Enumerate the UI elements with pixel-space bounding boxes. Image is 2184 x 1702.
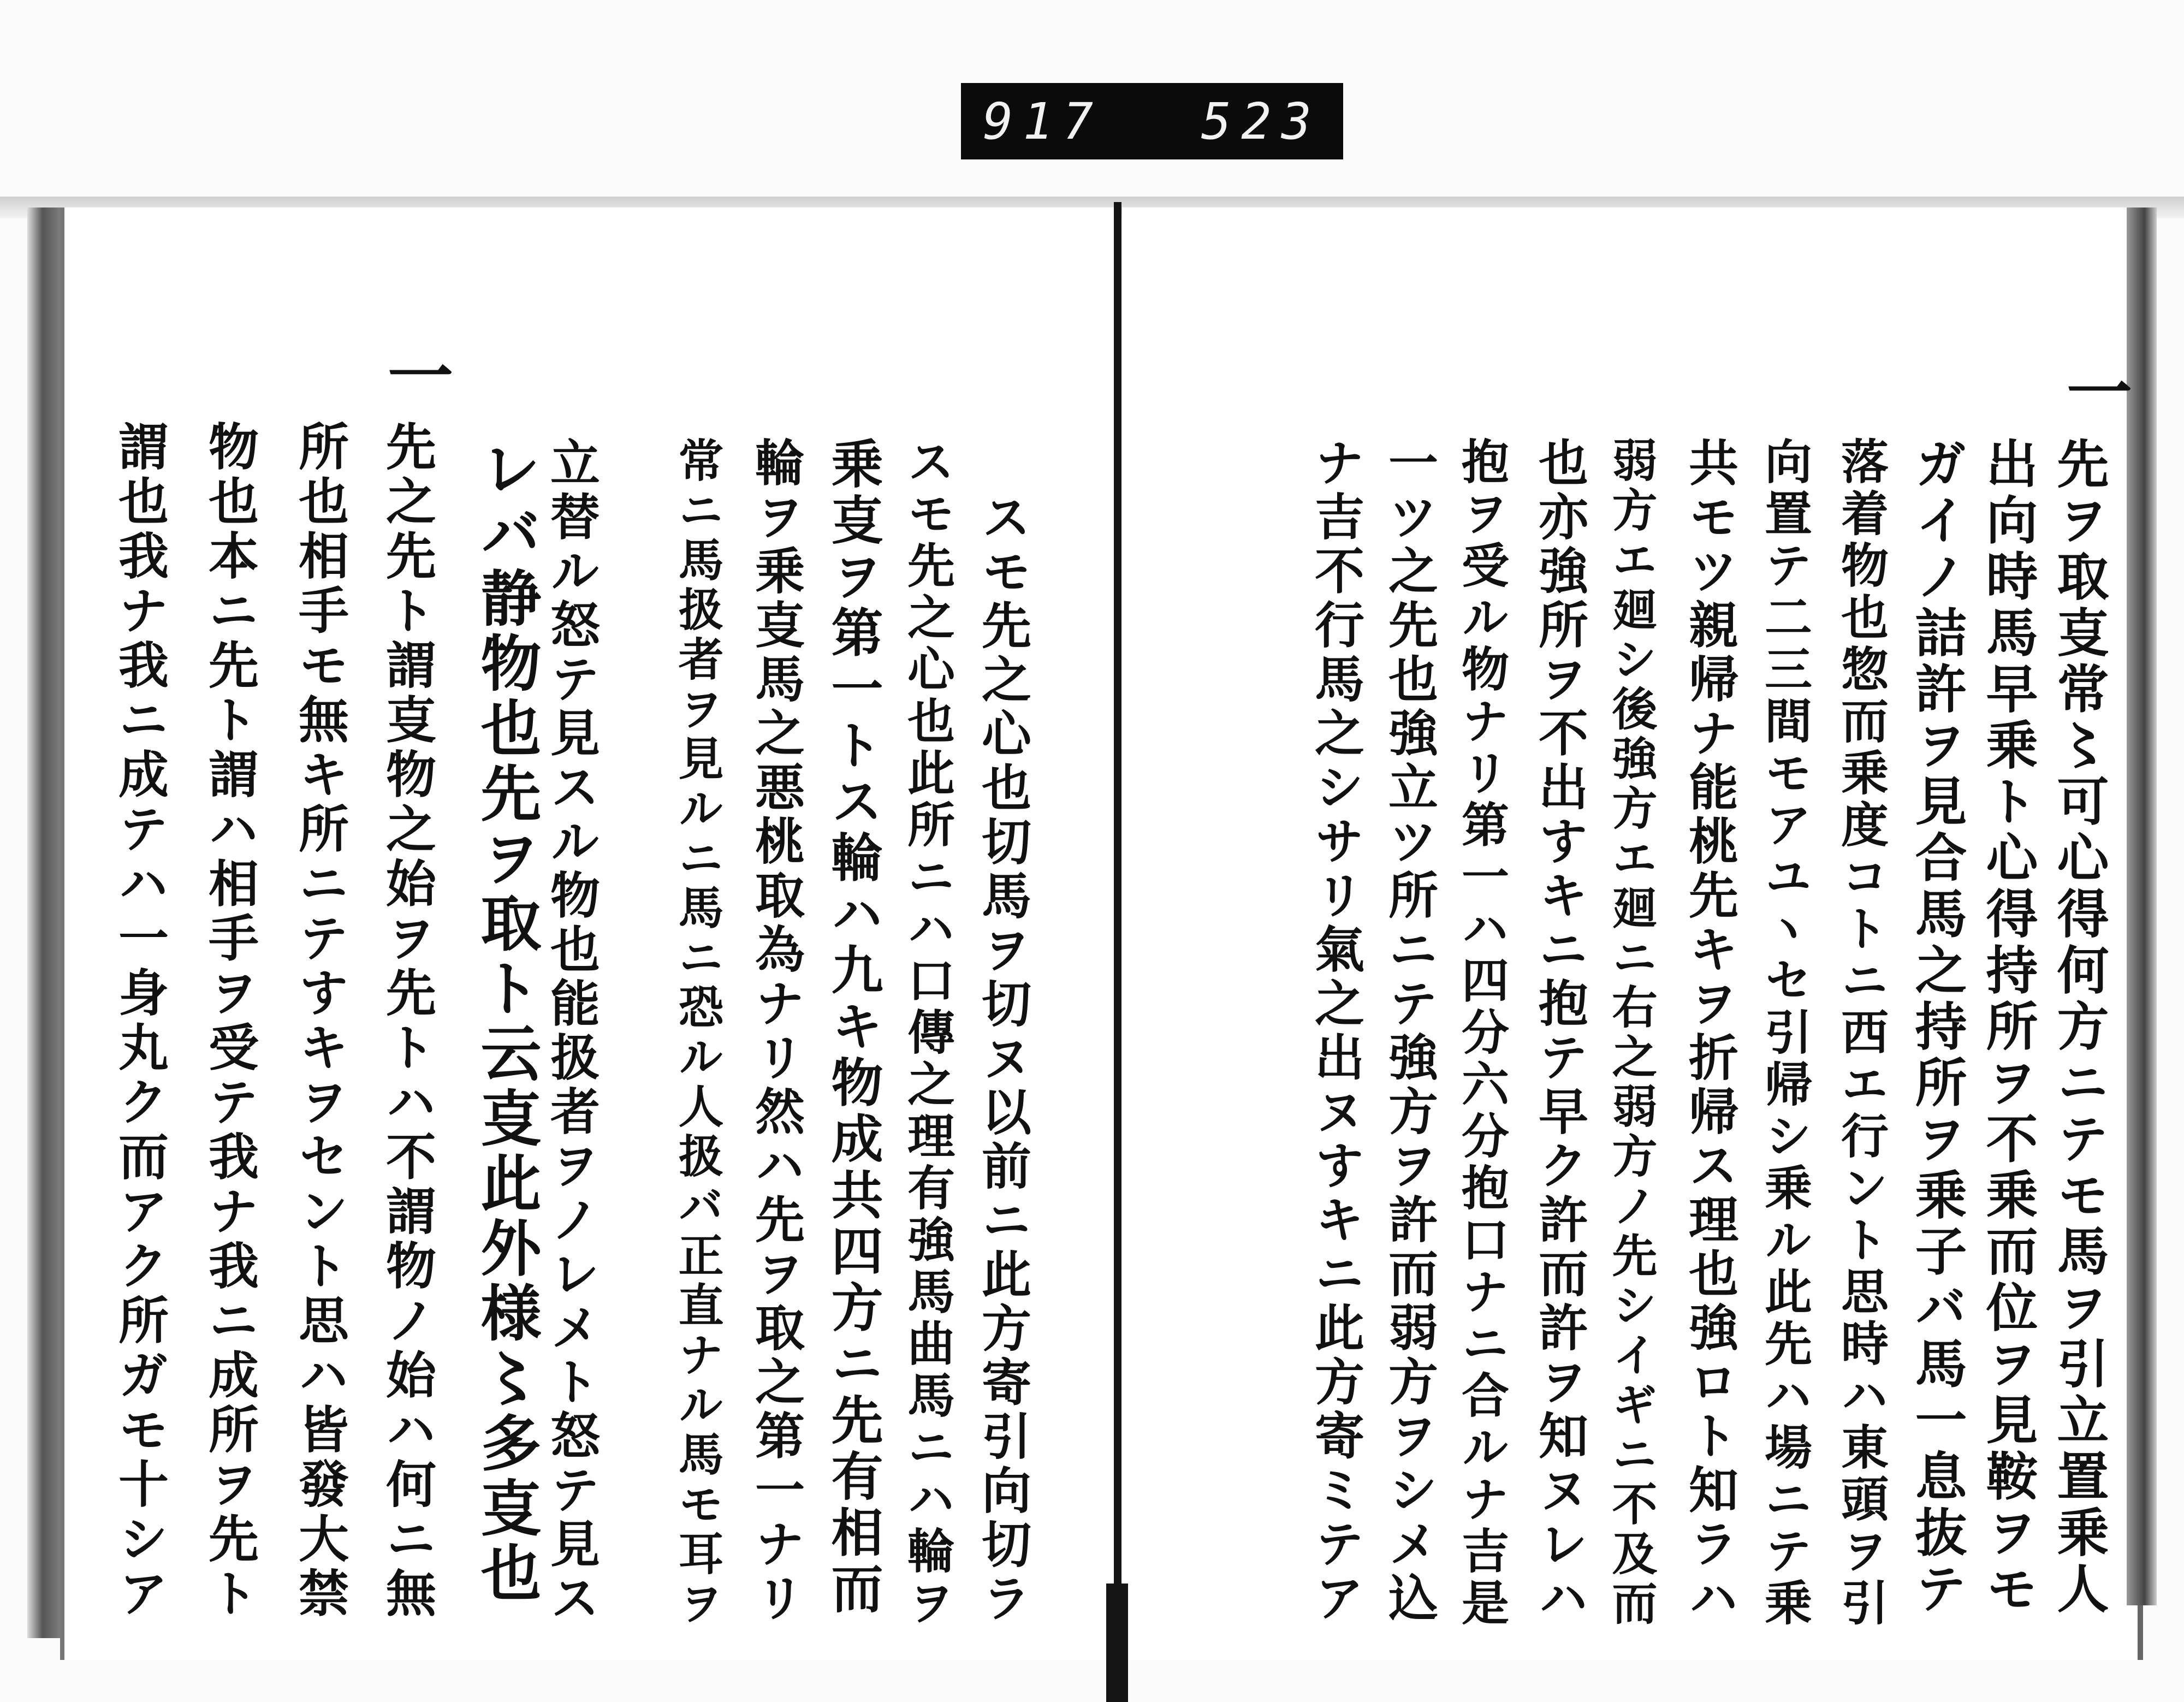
right-page-item-marker: 一 xyxy=(2067,354,2132,431)
catalog-number-left: 917 xyxy=(983,92,1103,151)
left-column-3: 乗㕝ヲ第一トス輪ハ九キ物成共四方ニ先有相而 xyxy=(823,437,883,1618)
right-column-4: 落着物也惣而乗度コトニ西エ行ント思時ハ東頭ヲ引 xyxy=(1833,437,1889,1630)
left-column-4: 輪ヲ乗㕝馬之悪桃取為ナリ然ハ先ヲ取之第一ナリ xyxy=(747,437,805,1626)
right-column-3: ガイノ詰許ヲ見合馬之持所ヲ乗子バ馬一息抜テ xyxy=(1907,437,1967,1618)
book-spine xyxy=(1114,202,1121,1698)
right-column-7: 弱方エ廻シ後強方エ廻ニ右之弱方ノ先シイギニ不及而 xyxy=(1604,437,1658,1629)
left-column-1: スモ先之心也切馬ヲ切ヌ以前ニ此方寄引向切ラ xyxy=(974,491,1031,1627)
left-column-2: スモ先之心也此所ニハ口傳之理有強馬曲馬ニハ輪ヲ xyxy=(899,437,956,1630)
right-column-6: 共モツ親帰ナ能桃先キヲ折帰ス理也強ロト知ラハ xyxy=(1681,437,1738,1626)
left-column-8: 先之先ト謂㕝物之始ヲ先トハ不謂物ノ始ハ何ニ無 xyxy=(378,420,437,1622)
right-column-9: 抱ヲ受ル物ナリ第一ハ四分六分抱口ナニ合ルナ吉是 xyxy=(1453,437,1510,1630)
left-column-6: 立替ル怒テ見スル物也能扱者ヲノレメト怒テ見ス xyxy=(542,437,600,1626)
catalog-number-label xyxy=(961,83,1343,159)
right-column-1: 先ヲ取㕝常〻可心得何方ニテモ馬ヲ引立置乗人 xyxy=(2049,437,2109,1618)
right-column-11: ナ吉不行馬之シサリ氣之出ヌすキニ此方寄ミテア xyxy=(1307,437,1364,1626)
left-column-7: レバ静物也先ヲ取ト云㕝此外様〻多㕝也 xyxy=(470,437,541,1606)
left-page-item-marker: 一 xyxy=(388,338,453,415)
right-column-8: 也亦強所ヲ不出すキニ抱テ早ク許而許ヲ知ヌレハ xyxy=(1530,437,1588,1626)
catalog-number-right: 523 xyxy=(1201,92,1321,151)
right-column-10: 一ツ之先也強立ツ所ニテ強方ヲ許而弱方ヲシメ込 xyxy=(1380,437,1438,1626)
left-column-5: 常ニ馬扱者ヲ見ルニ馬ニ恐ル人扱バ正直ナル馬モ耳ヲ xyxy=(670,437,724,1629)
left-column-11: 謂也我ナ我ニ成テハ一身丸ク而アク所ガモ十シア xyxy=(110,420,169,1622)
right-column-2: 出向時馬早乗ト心得持所ヲ不乗而位ヲ見鞍ヲモ xyxy=(1978,437,2038,1618)
book-spine-foot xyxy=(1106,1584,1128,1702)
left-column-9: 所也相手モ無キ所ニテすキヲセント思ハ皆發大禁 xyxy=(290,420,349,1622)
right-column-5: 向置テ二三間モアユヽセ引帰シ乗ル此先ハ場ニテ乗 xyxy=(1756,437,1813,1630)
left-column-10: 物也本ニ先ト謂ハ相手ヲ受テ我ナ我ニ成所ヲ先ト xyxy=(200,420,259,1622)
